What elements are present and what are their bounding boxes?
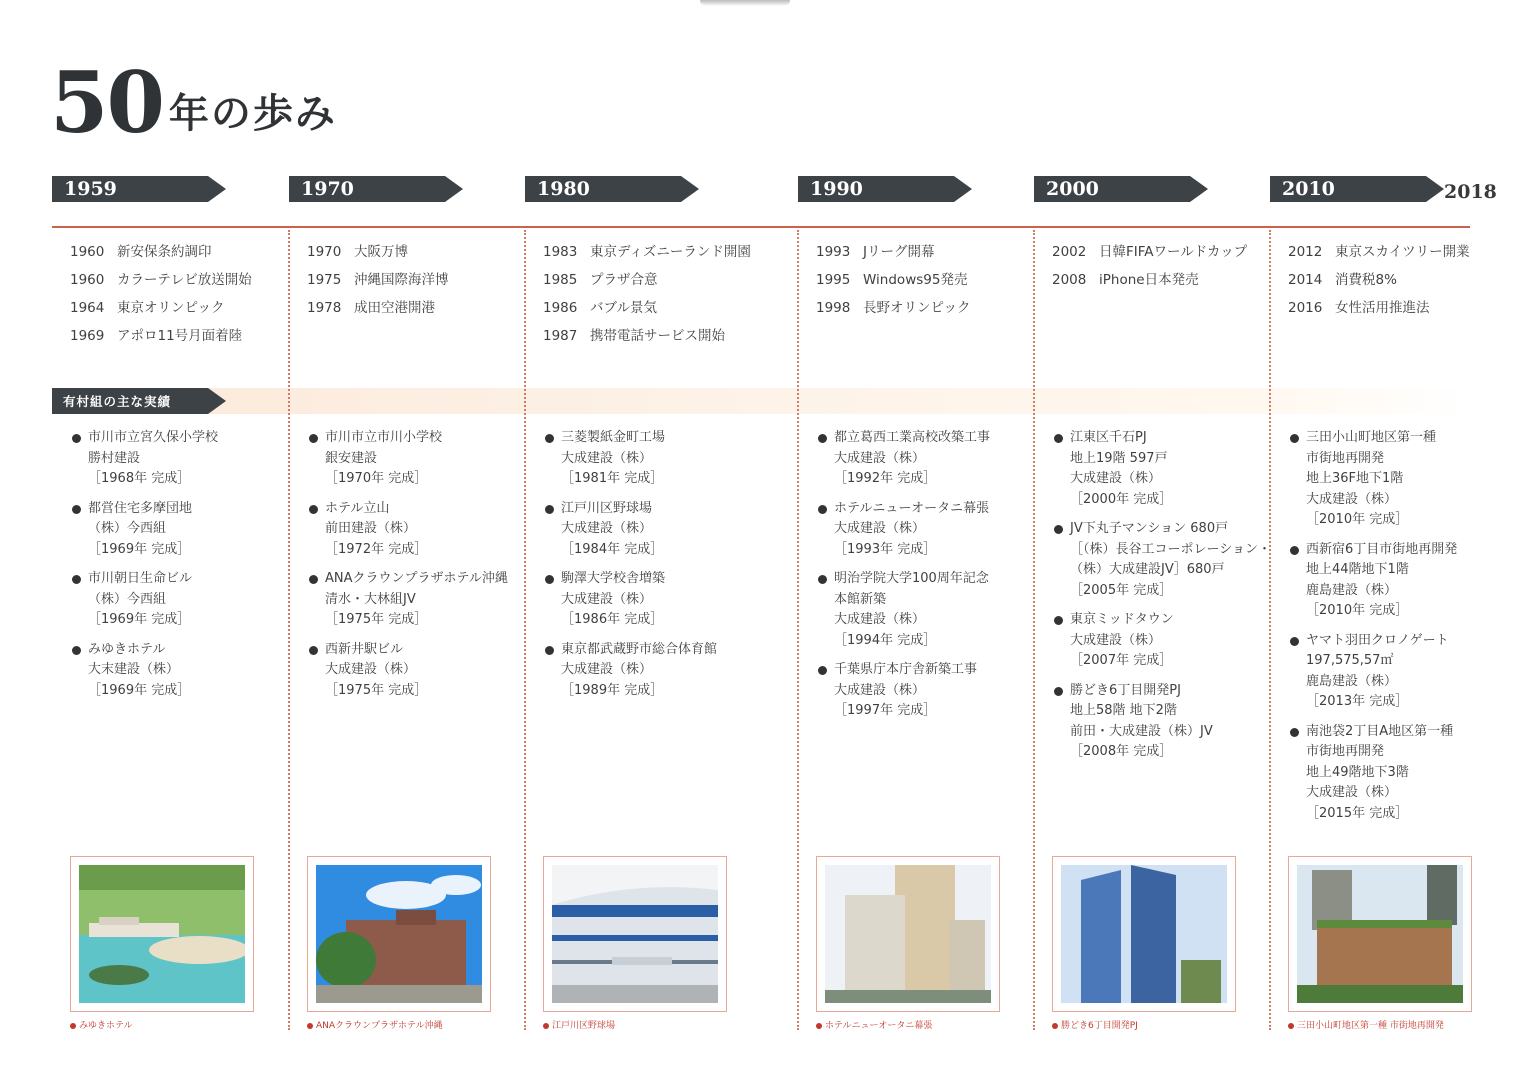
- page-title: [50, 52, 337, 152]
- work-item: 千葉県庁本庁舎新築工事 大成建設（株） ［1997年 完成］: [816, 660, 1041, 722]
- event-item: 2014 消費税8%: [1288, 272, 1397, 288]
- work-item: 東京ミッドタウン 大成建設（株） ［2007年 完成］: [1052, 610, 1277, 672]
- work-item: 南池袋2丁目A地区第一種 市街地再開発 地上49階地下3階 大成建設（株） ［2015年 完成］: [1288, 722, 1513, 825]
- work-item: 江東区千石PJ 地上19階 597戸 大成建設（株） ［2000年 完成］: [1052, 428, 1277, 510]
- photo-hotel-tower: [816, 856, 1000, 1012]
- event-item: 1986 バブル景気: [543, 300, 657, 316]
- photo-ana-hotel: [307, 856, 491, 1012]
- photo-caption: 勝どき6丁目開発PJ: [1052, 1018, 1138, 1031]
- decade-header: [525, 176, 701, 202]
- decade-column-2010: [1270, 176, 1506, 1046]
- work-item: JV下丸子マンション 680戸 ［（株）長谷工コーポレーション・ （株）大成建設JV］680戸 ［2005年 完成］: [1052, 519, 1277, 601]
- work-item: 西新宿6丁目市街地再開発 地上44階地下1階 鹿島建設（株） ［2010年 完成］: [1288, 540, 1513, 622]
- works-list: [1288, 428, 1513, 833]
- works-list: [307, 428, 532, 710]
- event-item: 2012 東京スカイツリー開業: [1288, 244, 1470, 260]
- work-item: ホテルニューオータニ幕張 大成建設（株） ［1993年 完成］: [816, 499, 1041, 561]
- decade-header: [52, 176, 228, 202]
- work-item: 駒澤大学校舎増築 大成建設（株） ［1986年 完成］: [543, 569, 768, 631]
- works-list: [543, 428, 768, 710]
- photo-twin-towers: [1052, 856, 1236, 1012]
- decade-column-1980: [525, 176, 797, 1046]
- event-item: 1995 Windows95発売: [816, 272, 968, 288]
- events-list: [1052, 238, 1272, 294]
- work-item: ANAクラウンプラザホテル沖縄 清水・大林組JV ［1975年 完成］: [307, 569, 532, 631]
- decade-label: 2010: [1282, 178, 1335, 200]
- decade-label: 1980: [537, 178, 590, 200]
- decade-header: [1034, 176, 1210, 202]
- decade-label: 1970: [301, 178, 354, 200]
- work-item: ホテル立山 前田建設（株） ［1972年 完成］: [307, 499, 532, 561]
- photo-caption: ANAクラウンプラザホテル沖縄: [307, 1018, 443, 1031]
- decade-label: 1990: [810, 178, 863, 200]
- event-item: 1970 大阪万博: [307, 244, 408, 260]
- events-list: [70, 238, 290, 350]
- photo-caption: 三田小山町地区第一種 市街地再開発: [1288, 1018, 1444, 1031]
- page-fold-shadow: [700, 0, 790, 6]
- event-item: 1978 成田空港開港: [307, 300, 435, 316]
- event-item: 1993 Jリーグ開幕: [816, 244, 935, 260]
- decade-header: [1270, 176, 1446, 202]
- work-item: 西新井駅ビル 大成建設（株） ［1975年 完成］: [307, 640, 532, 702]
- decade-column-1990: [798, 176, 1034, 1046]
- title-text: 年の歩み: [168, 90, 337, 137]
- work-item: 市川市立宮久保小学校 勝村建設 ［1968年 完成］: [70, 428, 295, 490]
- work-item: 市川市立市川小学校 銀安建設 ［1970年 完成］: [307, 428, 532, 490]
- event-item: 2002 日韓FIFAワールドカップ: [1052, 244, 1248, 260]
- event-item: 2008 iPhone日本発売: [1052, 272, 1199, 288]
- work-item: ヤマト羽田クロノゲート 197,575,57㎡ 鹿島建設（株） ［2013年 完成］: [1288, 631, 1513, 713]
- work-item: 三菱製紙金町工場 大成建設（株） ［1981年 完成］: [543, 428, 768, 490]
- work-item: 江戸川区野球場 大成建設（株） ［1984年 完成］: [543, 499, 768, 561]
- events-list: [816, 238, 1036, 322]
- achievements-label-text: 有村組の主な実績: [63, 394, 172, 409]
- work-item: 都立葛西工業高校改築工事 大成建設（株） ［1992年 完成］: [816, 428, 1041, 490]
- event-item: 1983 東京ディズニーランド開園: [543, 244, 751, 260]
- decade-label: 1959: [64, 178, 117, 200]
- works-list: [70, 428, 295, 710]
- events-list: [543, 238, 763, 350]
- photo-caption: 江戸川区野球場: [543, 1018, 615, 1031]
- event-item: 2016 女性活用推進法: [1288, 300, 1430, 316]
- photo-baseball-stadium: [543, 856, 727, 1012]
- event-item: 1960 新安保条約調印: [70, 244, 212, 260]
- end-year: 2018: [1444, 181, 1497, 203]
- decade-label: 2000: [1046, 178, 1099, 200]
- event-item: 1969 アポロ11号月面着陸: [70, 328, 243, 344]
- works-list: [1052, 428, 1277, 772]
- work-item: みゆきホテル 大末建設（株） ［1969年 完成］: [70, 640, 295, 702]
- event-item: 1975 沖縄国際海洋博: [307, 272, 449, 288]
- work-item: 三田小山町地区第一種 市街地再開発 地上36F地下1階 大成建設（株） ［2010年 完成］: [1288, 428, 1513, 531]
- title-number: 50: [50, 53, 163, 152]
- photo-resort-hotel: [70, 856, 254, 1012]
- event-item: 1998 長野オリンピック: [816, 300, 971, 316]
- decade-header: [289, 176, 465, 202]
- photo-caption: ホテルニューオータニ幕張: [816, 1018, 932, 1031]
- events-list: [1288, 238, 1508, 322]
- photo-redevelopment: [1288, 856, 1472, 1012]
- events-list: [307, 238, 527, 322]
- event-item: 1964 東京オリンピック: [70, 300, 225, 316]
- decade-column-1970: [289, 176, 525, 1046]
- work-item: 東京都武蔵野市総合体育館 大成建設（株） ［1989年 完成］: [543, 640, 768, 702]
- event-item: 1987 携帯電話サービス開始: [543, 328, 725, 344]
- works-list: [816, 428, 1041, 731]
- photo-caption: みゆきホテル: [70, 1018, 133, 1031]
- work-item: 市川朝日生命ビル （株）今西組 ［1969年 完成］: [70, 569, 295, 631]
- work-item: 明治学院大学100周年記念 本館新築 大成建設（株） ［1994年 完成］: [816, 569, 1041, 651]
- event-item: 1985 プラザ合意: [543, 272, 658, 288]
- work-item: 勝どき6丁目開発PJ 地上58階 地下2階 前田・大成建設（株）JV ［2008年 完成］: [1052, 681, 1277, 763]
- decade-column-2000: [1034, 176, 1270, 1046]
- decade-column-1959: [52, 176, 288, 1046]
- event-item: 1960 カラーテレビ放送開始: [70, 272, 252, 288]
- work-item: 都営住宅多摩団地 （株）今西組 ［1969年 完成］: [70, 499, 295, 561]
- decade-header: [798, 176, 974, 202]
